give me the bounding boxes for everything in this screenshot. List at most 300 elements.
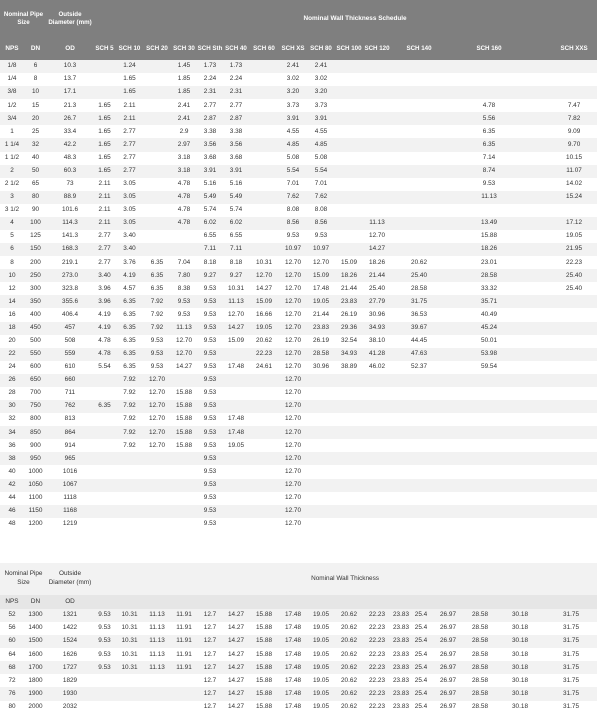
table-cell	[363, 86, 391, 99]
table-cell: 1400	[24, 622, 47, 635]
table-cell: 9.53	[197, 426, 223, 439]
table-cell	[249, 492, 279, 505]
table-cell	[531, 518, 597, 531]
table-cell	[335, 178, 363, 191]
table-cell: 2.41	[171, 99, 197, 112]
table-cell: 2.77	[116, 152, 143, 165]
table-cell: 9.53	[197, 361, 223, 374]
table-cell: 14.27	[363, 243, 391, 256]
table-cell: 400	[24, 308, 47, 321]
table-cell: 25.4	[411, 687, 431, 700]
table-cell: 2.87	[223, 112, 249, 125]
table-cell: 18	[0, 322, 24, 335]
table-cell	[363, 191, 391, 204]
table-cell: 5.08	[279, 152, 307, 165]
table-cell: 12.7	[197, 648, 223, 661]
table-cell	[531, 322, 597, 335]
table-cell	[116, 687, 143, 700]
table-cell: 20.62	[391, 256, 447, 269]
table-cell	[171, 479, 197, 492]
table-cell	[531, 387, 597, 400]
table-cell: 20	[24, 112, 47, 125]
table-cell	[307, 452, 335, 465]
table-cell	[391, 112, 447, 125]
table-row	[0, 112, 597, 125]
table-cell	[143, 99, 171, 112]
table-row	[0, 178, 597, 191]
table-cell: 31.75	[545, 622, 597, 635]
table-cell: 11.13	[143, 635, 171, 648]
table-cell: 9.53	[143, 335, 171, 348]
table-cell: 8.38	[171, 282, 197, 295]
table-cell: 7.01	[279, 178, 307, 191]
table-cell: 3.68	[223, 152, 249, 165]
table-cell: 2.77	[93, 243, 116, 256]
table-cell: 50.01	[447, 335, 531, 348]
table-cell: 1.73	[223, 60, 249, 73]
table-cell: 700	[24, 387, 47, 400]
table-cell: 12.70	[143, 413, 171, 426]
table-cell: 3/4	[0, 112, 24, 125]
table-cell: 2.11	[93, 217, 116, 230]
table-cell: 15.88	[171, 413, 197, 426]
table-cell: 11.91	[171, 648, 197, 661]
table-cell	[171, 465, 197, 478]
table-cell: 18.26	[335, 269, 363, 282]
table-cell: 28.58	[465, 609, 495, 622]
table-row	[0, 217, 597, 230]
table-cell: 10	[0, 269, 24, 282]
table-cell: 12.70	[279, 413, 307, 426]
table-row	[0, 191, 597, 204]
table-cell: 12	[0, 282, 24, 295]
table-cell: 3.18	[171, 152, 197, 165]
table-cell	[335, 387, 363, 400]
table-cell	[249, 439, 279, 452]
table-cell: 15.88	[249, 661, 279, 674]
table-cell	[531, 361, 597, 374]
table-cell: 20.62	[249, 335, 279, 348]
table-cell	[447, 439, 531, 452]
table-cell: 17.48	[223, 426, 249, 439]
table-cell: 1600	[24, 648, 47, 661]
table-cell: 9.53	[279, 230, 307, 243]
table-cell: 6.35	[447, 138, 531, 151]
table-cell: 6.02	[223, 217, 249, 230]
table-cell: 1524	[47, 635, 93, 648]
table-cell: 11.13	[143, 661, 171, 674]
table-cell: 33.4	[47, 125, 93, 138]
table-cell: 40.49	[447, 308, 531, 321]
table-cell: 9.53	[197, 387, 223, 400]
table-cell	[171, 492, 197, 505]
table-cell: 14.27	[223, 661, 249, 674]
table-cell: 25.40	[531, 282, 597, 295]
schedule-header: SCH XXS	[531, 38, 597, 60]
table-cell: 12.7	[197, 701, 223, 714]
table-cell: 9.53	[447, 178, 531, 191]
table-cell	[363, 73, 391, 86]
table-cell	[249, 518, 279, 531]
nominal-pipe-size-header: Nominal Pipe Size	[0, 0, 47, 38]
table-cell	[335, 204, 363, 217]
table-cell: 10.31	[116, 661, 143, 674]
table-cell: 6.35	[143, 282, 171, 295]
table-cell: 46	[0, 505, 24, 518]
table-cell: 11.07	[531, 165, 597, 178]
table-cell: 12.7	[197, 661, 223, 674]
table-cell: 1200	[24, 518, 47, 531]
table-cell: 12.70	[279, 400, 307, 413]
table-row	[0, 518, 597, 531]
table-cell: 8.08	[279, 204, 307, 217]
table-cell: 4.19	[93, 322, 116, 335]
table-cell	[335, 125, 363, 138]
dn-header: DN	[24, 595, 47, 609]
table-cell: 28.58	[447, 269, 531, 282]
table-cell: 32	[0, 413, 24, 426]
table-cell: 7.92	[116, 426, 143, 439]
table-cell	[143, 492, 171, 505]
table-cell: 1321	[47, 609, 93, 622]
table-cell: 15.88	[249, 622, 279, 635]
schedule-header: SCH 20	[143, 38, 171, 60]
table-cell: 28.58	[465, 661, 495, 674]
table-cell: 12.70	[307, 256, 335, 269]
table-cell: 28.58	[465, 622, 495, 635]
table-cell: 12.70	[279, 269, 307, 282]
table-cell	[116, 701, 143, 714]
table-cell	[93, 701, 116, 714]
table-cell	[531, 60, 597, 73]
table-cell	[143, 152, 171, 165]
table-cell	[531, 308, 597, 321]
table-cell	[307, 465, 335, 478]
table-cell: 11.13	[223, 295, 249, 308]
table-cell: 2000	[24, 701, 47, 714]
table-cell: 6.35	[143, 269, 171, 282]
table-cell	[391, 99, 447, 112]
table-cell: 3.96	[93, 282, 116, 295]
table-cell: 28.58	[465, 674, 495, 687]
table-cell	[391, 165, 447, 178]
table-cell: 9.53	[197, 348, 223, 361]
table-cell	[447, 387, 531, 400]
table-cell: 2.31	[197, 86, 223, 99]
table-cell: 22.23	[363, 661, 391, 674]
table-cell: 12.70	[279, 256, 307, 269]
table-cell: 15.88	[249, 687, 279, 700]
table-cell: 1700	[24, 661, 47, 674]
table-cell: 2.41	[171, 112, 197, 125]
table-cell	[531, 505, 597, 518]
table-cell	[363, 165, 391, 178]
table-cell: 14.27	[223, 674, 249, 687]
table-cell: 17.48	[223, 361, 249, 374]
table-cell: 6.35	[116, 295, 143, 308]
table-cell: 7.92	[116, 374, 143, 387]
table-cell	[249, 479, 279, 492]
table-cell: 25.4	[411, 701, 431, 714]
table-row	[0, 243, 597, 256]
table-row	[0, 622, 597, 635]
table-cell: 88.9	[47, 191, 93, 204]
table-cell: 17.48	[279, 687, 307, 700]
table-cell: 323.8	[47, 282, 93, 295]
table-row	[0, 465, 597, 478]
table-cell: 19.05	[307, 609, 335, 622]
table-cell: 125	[24, 230, 47, 243]
table-cell: 9.53	[197, 282, 223, 295]
table-cell: 114.3	[47, 217, 93, 230]
table-cell	[391, 138, 447, 151]
table-row	[0, 374, 597, 387]
table-cell: 3.02	[279, 73, 307, 86]
table-cell: 813	[47, 413, 93, 426]
table-cell: 14.27	[171, 361, 197, 374]
table-cell	[391, 492, 447, 505]
table-cell: 30.18	[495, 661, 545, 674]
table-cell: 5.49	[197, 191, 223, 204]
table-cell	[249, 426, 279, 439]
table-cell: 32.54	[335, 335, 363, 348]
table-cell: 9.53	[93, 609, 116, 622]
table-cell: 6.55	[197, 230, 223, 243]
table-cell: 25.40	[391, 269, 447, 282]
table-cell	[93, 387, 116, 400]
table-cell: 273.0	[47, 269, 93, 282]
table-cell	[335, 230, 363, 243]
table-cell: 25.4	[411, 648, 431, 661]
table-cell: 52.37	[391, 361, 447, 374]
table-cell: 1.65	[116, 73, 143, 86]
table-cell	[335, 413, 363, 426]
table-cell	[335, 138, 363, 151]
table-row	[0, 479, 597, 492]
table-cell: 7.62	[307, 191, 335, 204]
table-cell: 150	[24, 243, 47, 256]
table-cell: 12.70	[143, 426, 171, 439]
table-cell: 38.89	[335, 361, 363, 374]
table-cell: 44	[0, 492, 24, 505]
table-cell: 23.83	[391, 661, 411, 674]
table-cell: 13.49	[447, 217, 531, 230]
table-cell: 2.77	[197, 99, 223, 112]
table-cell: 10.97	[279, 243, 307, 256]
table-cell	[391, 387, 447, 400]
table-cell: 2.24	[223, 73, 249, 86]
table-cell: 3.38	[197, 125, 223, 138]
table-cell: 350	[24, 295, 47, 308]
table-cell: 3.40	[116, 230, 143, 243]
table-cell: 3.18	[171, 165, 197, 178]
table-cell: 2032	[47, 701, 93, 714]
table-cell	[249, 243, 279, 256]
table-cell: 23.83	[307, 322, 335, 335]
table-cell: 46.02	[363, 361, 391, 374]
table-cell: 36.53	[391, 308, 447, 321]
table-cell	[335, 426, 363, 439]
table-cell	[307, 413, 335, 426]
table-cell	[93, 439, 116, 452]
table-cell: 9.53	[171, 295, 197, 308]
table-row	[0, 230, 597, 243]
table-cell	[249, 138, 279, 151]
table-cell	[531, 374, 597, 387]
table-cell: 15.09	[335, 256, 363, 269]
table-cell: 406.4	[47, 308, 93, 321]
table-cell: 12.70	[279, 335, 307, 348]
table-cell	[249, 465, 279, 478]
table-cell: 5.74	[197, 204, 223, 217]
table-cell: 7.01	[307, 178, 335, 191]
table-cell: 18.26	[363, 256, 391, 269]
table-cell: 42.2	[47, 138, 93, 151]
table-cell: 8	[0, 256, 24, 269]
schedule-header: SCH 80	[307, 38, 335, 60]
table-cell	[307, 426, 335, 439]
table-cell: 8.18	[223, 256, 249, 269]
table-cell: 9.53	[197, 374, 223, 387]
table-cell: 20	[0, 335, 24, 348]
table-cell	[391, 465, 447, 478]
table-cell	[249, 374, 279, 387]
table-cell	[93, 674, 116, 687]
table-cell: 7.92	[116, 413, 143, 426]
table-cell	[116, 479, 143, 492]
table-cell: 11.13	[143, 622, 171, 635]
table-row	[0, 452, 597, 465]
table-cell: 6.35	[116, 308, 143, 321]
table-cell: 12.70	[279, 308, 307, 321]
table-cell: 17.48	[307, 282, 335, 295]
table-cell: 14.27	[249, 282, 279, 295]
table-cell: 450	[24, 322, 47, 335]
table-cell: 33.32	[447, 282, 531, 295]
table-cell: 9.53	[197, 465, 223, 478]
table-cell: 11.13	[143, 648, 171, 661]
table-cell: 12.7	[197, 674, 223, 687]
table-cell: 1.65	[93, 99, 116, 112]
table-cell: 850	[24, 426, 47, 439]
table-cell: 660	[47, 374, 93, 387]
table-cell: 800	[24, 413, 47, 426]
table-cell: 200	[24, 256, 47, 269]
table-cell: 8.56	[279, 217, 307, 230]
table-cell: 12.70	[171, 348, 197, 361]
table-cell: 80	[0, 701, 24, 714]
large-pipe-wall-thickness-table	[0, 563, 597, 714]
table-cell	[143, 191, 171, 204]
table-cell: 26.97	[431, 622, 465, 635]
table-cell: 12.7	[197, 622, 223, 635]
table-cell: 90	[24, 204, 47, 217]
table-cell: 1930	[47, 687, 93, 700]
table-cell	[143, 479, 171, 492]
table-cell	[223, 479, 249, 492]
table-cell: 11.13	[363, 217, 391, 230]
table-cell	[143, 60, 171, 73]
table-cell: 29.36	[335, 322, 363, 335]
table-cell: 1/4	[0, 73, 24, 86]
table-cell: 4.78	[93, 335, 116, 348]
table-cell: 25.4	[411, 635, 431, 648]
table-cell: 21.44	[363, 269, 391, 282]
table-cell	[249, 230, 279, 243]
table-cell: 5.74	[223, 204, 249, 217]
table-cell: 26.97	[431, 687, 465, 700]
table-cell: 9.09	[531, 125, 597, 138]
table-cell: 30.18	[495, 701, 545, 714]
table-cell: 3.20	[307, 86, 335, 99]
table-cell	[143, 452, 171, 465]
table-cell	[335, 505, 363, 518]
table-cell	[391, 452, 447, 465]
table-cell	[143, 687, 171, 700]
table-cell	[363, 374, 391, 387]
table-cell: 12.70	[279, 426, 307, 439]
table-cell: 9.53	[197, 295, 223, 308]
table-cell	[249, 112, 279, 125]
table-cell: 22.23	[363, 687, 391, 700]
table-cell: 59.54	[447, 361, 531, 374]
table-cell: 2.97	[171, 138, 197, 151]
table-cell: 60.3	[47, 165, 93, 178]
table-cell: 457	[47, 322, 93, 335]
table-cell: 4.55	[307, 125, 335, 138]
table-cell: 15.24	[531, 191, 597, 204]
table-cell: 9.53	[197, 518, 223, 531]
table-cell: 20.62	[335, 701, 363, 714]
table-cell: 600	[24, 361, 47, 374]
table-cell: 15.09	[249, 295, 279, 308]
table-cell: 762	[47, 400, 93, 413]
table-cell: 5	[0, 230, 24, 243]
table-cell	[363, 505, 391, 518]
table-cell: 9.53	[197, 400, 223, 413]
table-cell: 1219	[47, 518, 93, 531]
table-cell: 6.02	[197, 217, 223, 230]
table-cell	[531, 465, 597, 478]
table-cell: 20.62	[335, 609, 363, 622]
table-cell: 20.62	[335, 635, 363, 648]
table-cell: 42	[0, 479, 24, 492]
table-cell: 8.18	[197, 256, 223, 269]
table-cell	[93, 60, 116, 73]
table-cell: 1000	[24, 465, 47, 478]
table-cell: 17.48	[279, 635, 307, 648]
table-cell: 7.92	[116, 439, 143, 452]
table-cell: 12.70	[279, 348, 307, 361]
table-cell	[116, 674, 143, 687]
table-row	[0, 648, 597, 661]
table-cell: 3.05	[116, 217, 143, 230]
table-cell	[447, 400, 531, 413]
table-cell	[143, 204, 171, 217]
table-cell: 2.87	[197, 112, 223, 125]
table-cell: 3.02	[307, 73, 335, 86]
table-cell	[93, 687, 116, 700]
table-cell	[363, 387, 391, 400]
table-cell	[93, 465, 116, 478]
table-cell: 750	[24, 400, 47, 413]
table-cell: 9.53	[93, 622, 116, 635]
table-cell: 2.11	[93, 191, 116, 204]
table-cell: 23.83	[391, 635, 411, 648]
table-cell: 3.38	[223, 125, 249, 138]
outside-diameter-header: Outside Diameter (mm)	[47, 0, 93, 38]
table-cell: 7.11	[223, 243, 249, 256]
